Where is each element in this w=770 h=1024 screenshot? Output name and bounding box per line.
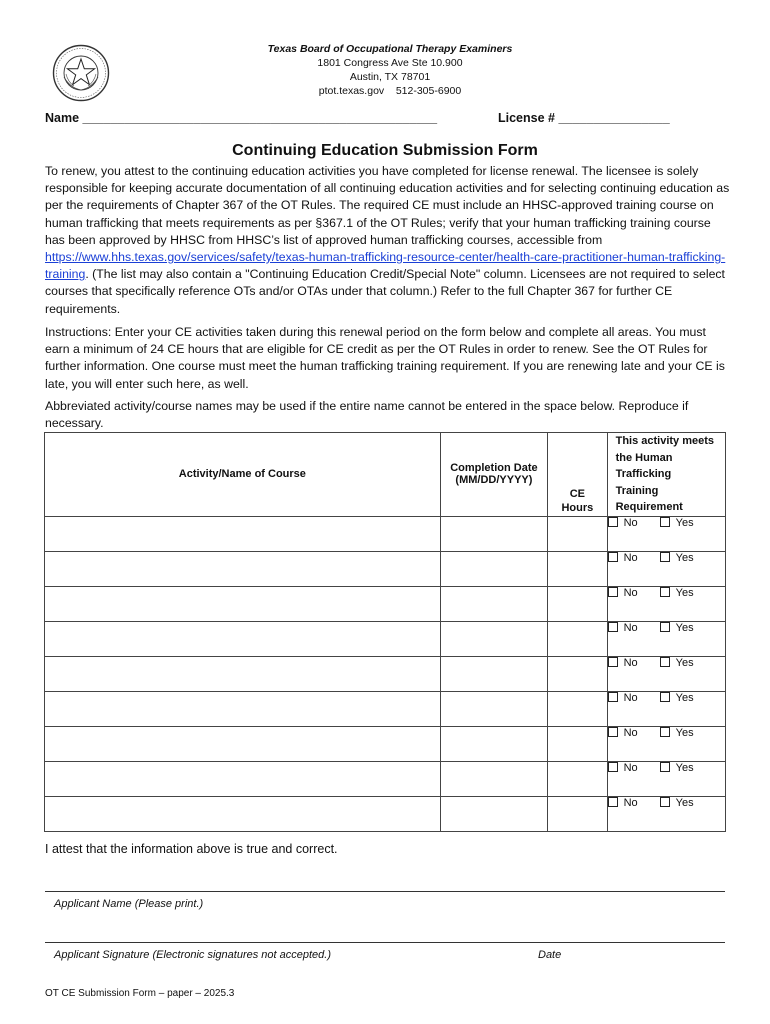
- completion-date-cell[interactable]: [440, 551, 547, 586]
- yes-label: Yes: [675, 691, 694, 704]
- activity-name-cell[interactable]: [45, 516, 441, 551]
- ce-hours-cell[interactable]: [548, 586, 607, 621]
- no-checkbox[interactable]: [608, 552, 618, 562]
- table-row: [45, 621, 726, 656]
- table-row: [45, 691, 726, 726]
- table-row: [45, 656, 726, 691]
- activity-name-cell[interactable]: [45, 691, 441, 726]
- intro-text-2: . (The list may also contain a "Continuing Education Credit/Special Note" column. Licensees are not required to select courses that specifically reference OTs and/or OTAs under that column.) Refer to the full Chapter 367 for further CE requirements.: [45, 267, 725, 316]
- activity-name-cell[interactable]: [45, 551, 441, 586]
- human-trafficking-choice-cell: [607, 586, 725, 621]
- intro-text-1: To renew, you attest to the continuing education activities you have completed for license renewal. The licensee is solely responsible for keeping accurate documentation of all continuing education activities and for selecting continuing education as per the requirements of Chapter 367 of the OT Rules. The required CE must include an HHSC-approved training course on human trafficking that meets requirements as per §367.1 of the OT Rules; verify that your human trafficking training course has been approved by HHSC from HHSC’s list of approved human trafficking courses, accessible from: [45, 164, 730, 247]
- activity-name-cell[interactable]: [45, 656, 441, 691]
- yes-checkbox[interactable]: [660, 622, 670, 632]
- yes-checkbox[interactable]: [660, 657, 670, 667]
- no-label: No: [623, 621, 638, 634]
- yes-label: Yes: [675, 586, 694, 599]
- agency-header: [190, 42, 590, 98]
- address-line-2: Austin, TX 78701: [349, 71, 431, 83]
- column-header-activity: Activity/Name of Course: [45, 433, 441, 517]
- yes-label: Yes: [675, 656, 694, 669]
- intro-paragraph: [45, 163, 730, 318]
- human-trafficking-choice-cell: [607, 551, 725, 586]
- activity-name-cell[interactable]: [45, 621, 441, 656]
- yes-label: Yes: [675, 796, 694, 809]
- contact-line: ptot.texas.gov 512-305-6900: [318, 85, 462, 97]
- ce-hours-cell[interactable]: [548, 691, 607, 726]
- yes-label: Yes: [675, 516, 694, 529]
- completion-date-cell[interactable]: [440, 761, 547, 796]
- no-checkbox[interactable]: [608, 692, 618, 702]
- no-checkbox[interactable]: [608, 657, 618, 667]
- completion-date-cell[interactable]: [440, 621, 547, 656]
- column-header-completion-date: Completion Date (MM/DD/YYYY): [440, 433, 547, 517]
- no-label: No: [623, 586, 638, 599]
- applicant-name-label: Applicant Name (Please print.): [54, 898, 204, 910]
- no-label: No: [623, 691, 638, 704]
- yes-checkbox[interactable]: [660, 692, 670, 702]
- human-trafficking-choice-cell: [607, 516, 725, 551]
- column-header-ce-hours: CE Hours: [548, 433, 607, 517]
- ce-hours-cell[interactable]: [548, 796, 607, 831]
- completion-date-cell[interactable]: [440, 726, 547, 761]
- activity-name-cell[interactable]: [45, 726, 441, 761]
- human-trafficking-choice-cell: [607, 621, 725, 656]
- ce-activities-table: [44, 432, 726, 832]
- activity-name-cell[interactable]: [45, 761, 441, 796]
- form-title: Continuing Education Submission Form: [232, 142, 538, 159]
- completion-date-cell[interactable]: [440, 656, 547, 691]
- organization-name: Texas Board of Occupational Therapy Examiners: [267, 43, 513, 55]
- human-trafficking-choice-cell: [607, 726, 725, 761]
- no-checkbox[interactable]: [608, 727, 618, 737]
- table-row: [45, 761, 726, 796]
- no-checkbox[interactable]: [608, 797, 618, 807]
- table-row: [45, 516, 726, 551]
- hhsc-training-link[interactable]: https://www.hhs.texas.gov/services/safety/texas-human-trafficking-resource-center/health-care-practitioner-human-trafficking-training: [45, 250, 726, 282]
- yes-checkbox[interactable]: [660, 727, 670, 737]
- yes-checkbox[interactable]: [660, 762, 670, 772]
- no-label: No: [623, 726, 638, 739]
- completion-date-cell[interactable]: [440, 796, 547, 831]
- no-checkbox[interactable]: [608, 517, 618, 527]
- table-row: [45, 796, 726, 831]
- human-trafficking-choice-cell: [607, 761, 725, 796]
- instructions-paragraph: Instructions: Enter your CE activities taken during this renewal period on the form below and complete all areas. You must earn a minimum of 24 CE hours that are eligible for CE credit as per the OT Rules in order to renew. See the OT Rules for further information. One course must meet the human trafficking training requirement. If you are renewing late and your CE is late, you will enter such here, as well.: [45, 325, 725, 391]
- date-label: Date: [538, 949, 562, 961]
- no-label: No: [623, 796, 638, 809]
- applicant-name-line[interactable]: [45, 891, 725, 892]
- table-header-row: [45, 433, 726, 517]
- yes-checkbox[interactable]: [660, 517, 670, 527]
- no-label: No: [623, 551, 638, 564]
- activity-name-cell[interactable]: [45, 796, 441, 831]
- human-trafficking-choice-cell: [607, 796, 725, 831]
- table-row: [45, 586, 726, 621]
- license-field[interactable]: License # ________________: [498, 111, 670, 125]
- address-line-1: 1801 Congress Ave Ste 10.900: [317, 57, 463, 69]
- completion-date-cell[interactable]: [440, 691, 547, 726]
- yes-label: Yes: [675, 621, 694, 634]
- yes-label: Yes: [675, 761, 694, 774]
- ce-hours-cell[interactable]: [548, 551, 607, 586]
- yes-checkbox[interactable]: [660, 552, 670, 562]
- table-row: [45, 551, 726, 586]
- no-checkbox[interactable]: [608, 587, 618, 597]
- human-trafficking-choice-cell: [607, 656, 725, 691]
- form-footer: OT CE Submission Form – paper – 2025.3: [45, 988, 235, 999]
- table-row: [45, 726, 726, 761]
- ce-hours-cell[interactable]: [548, 656, 607, 691]
- no-label: No: [623, 761, 638, 774]
- applicant-signature-line[interactable]: [45, 942, 725, 943]
- yes-checkbox[interactable]: [660, 587, 670, 597]
- ce-hours-cell[interactable]: [548, 516, 607, 551]
- ce-hours-cell[interactable]: [548, 761, 607, 796]
- yes-checkbox[interactable]: [660, 797, 670, 807]
- yes-label: Yes: [675, 726, 694, 739]
- no-checkbox[interactable]: [608, 622, 618, 632]
- ce-hours-cell[interactable]: [548, 726, 607, 761]
- name-field[interactable]: Name ___________________________________________________: [45, 111, 438, 125]
- abbreviation-note: Abbreviated activity/course names may be used if the entire name cannot be entered in the space below. Reproduce if necessary.: [45, 399, 689, 431]
- completion-date-cell[interactable]: [440, 516, 547, 551]
- column-header-human-trafficking: This activity meets the Human Trafficking Training Requirement: [607, 433, 725, 517]
- attestation-statement: I attest that the information above is true and correct.: [45, 842, 338, 856]
- no-checkbox[interactable]: [608, 762, 618, 772]
- activity-name-cell[interactable]: [45, 586, 441, 621]
- completion-date-cell[interactable]: [440, 586, 547, 621]
- no-label: No: [623, 516, 638, 529]
- texas-state-seal-logo: [52, 44, 110, 102]
- ce-hours-cell[interactable]: [548, 621, 607, 656]
- no-label: No: [623, 656, 638, 669]
- applicant-signature-label: Applicant Signature (Electronic signatures not accepted.): [54, 949, 331, 961]
- human-trafficking-choice-cell: [607, 691, 725, 726]
- yes-label: Yes: [675, 551, 694, 564]
